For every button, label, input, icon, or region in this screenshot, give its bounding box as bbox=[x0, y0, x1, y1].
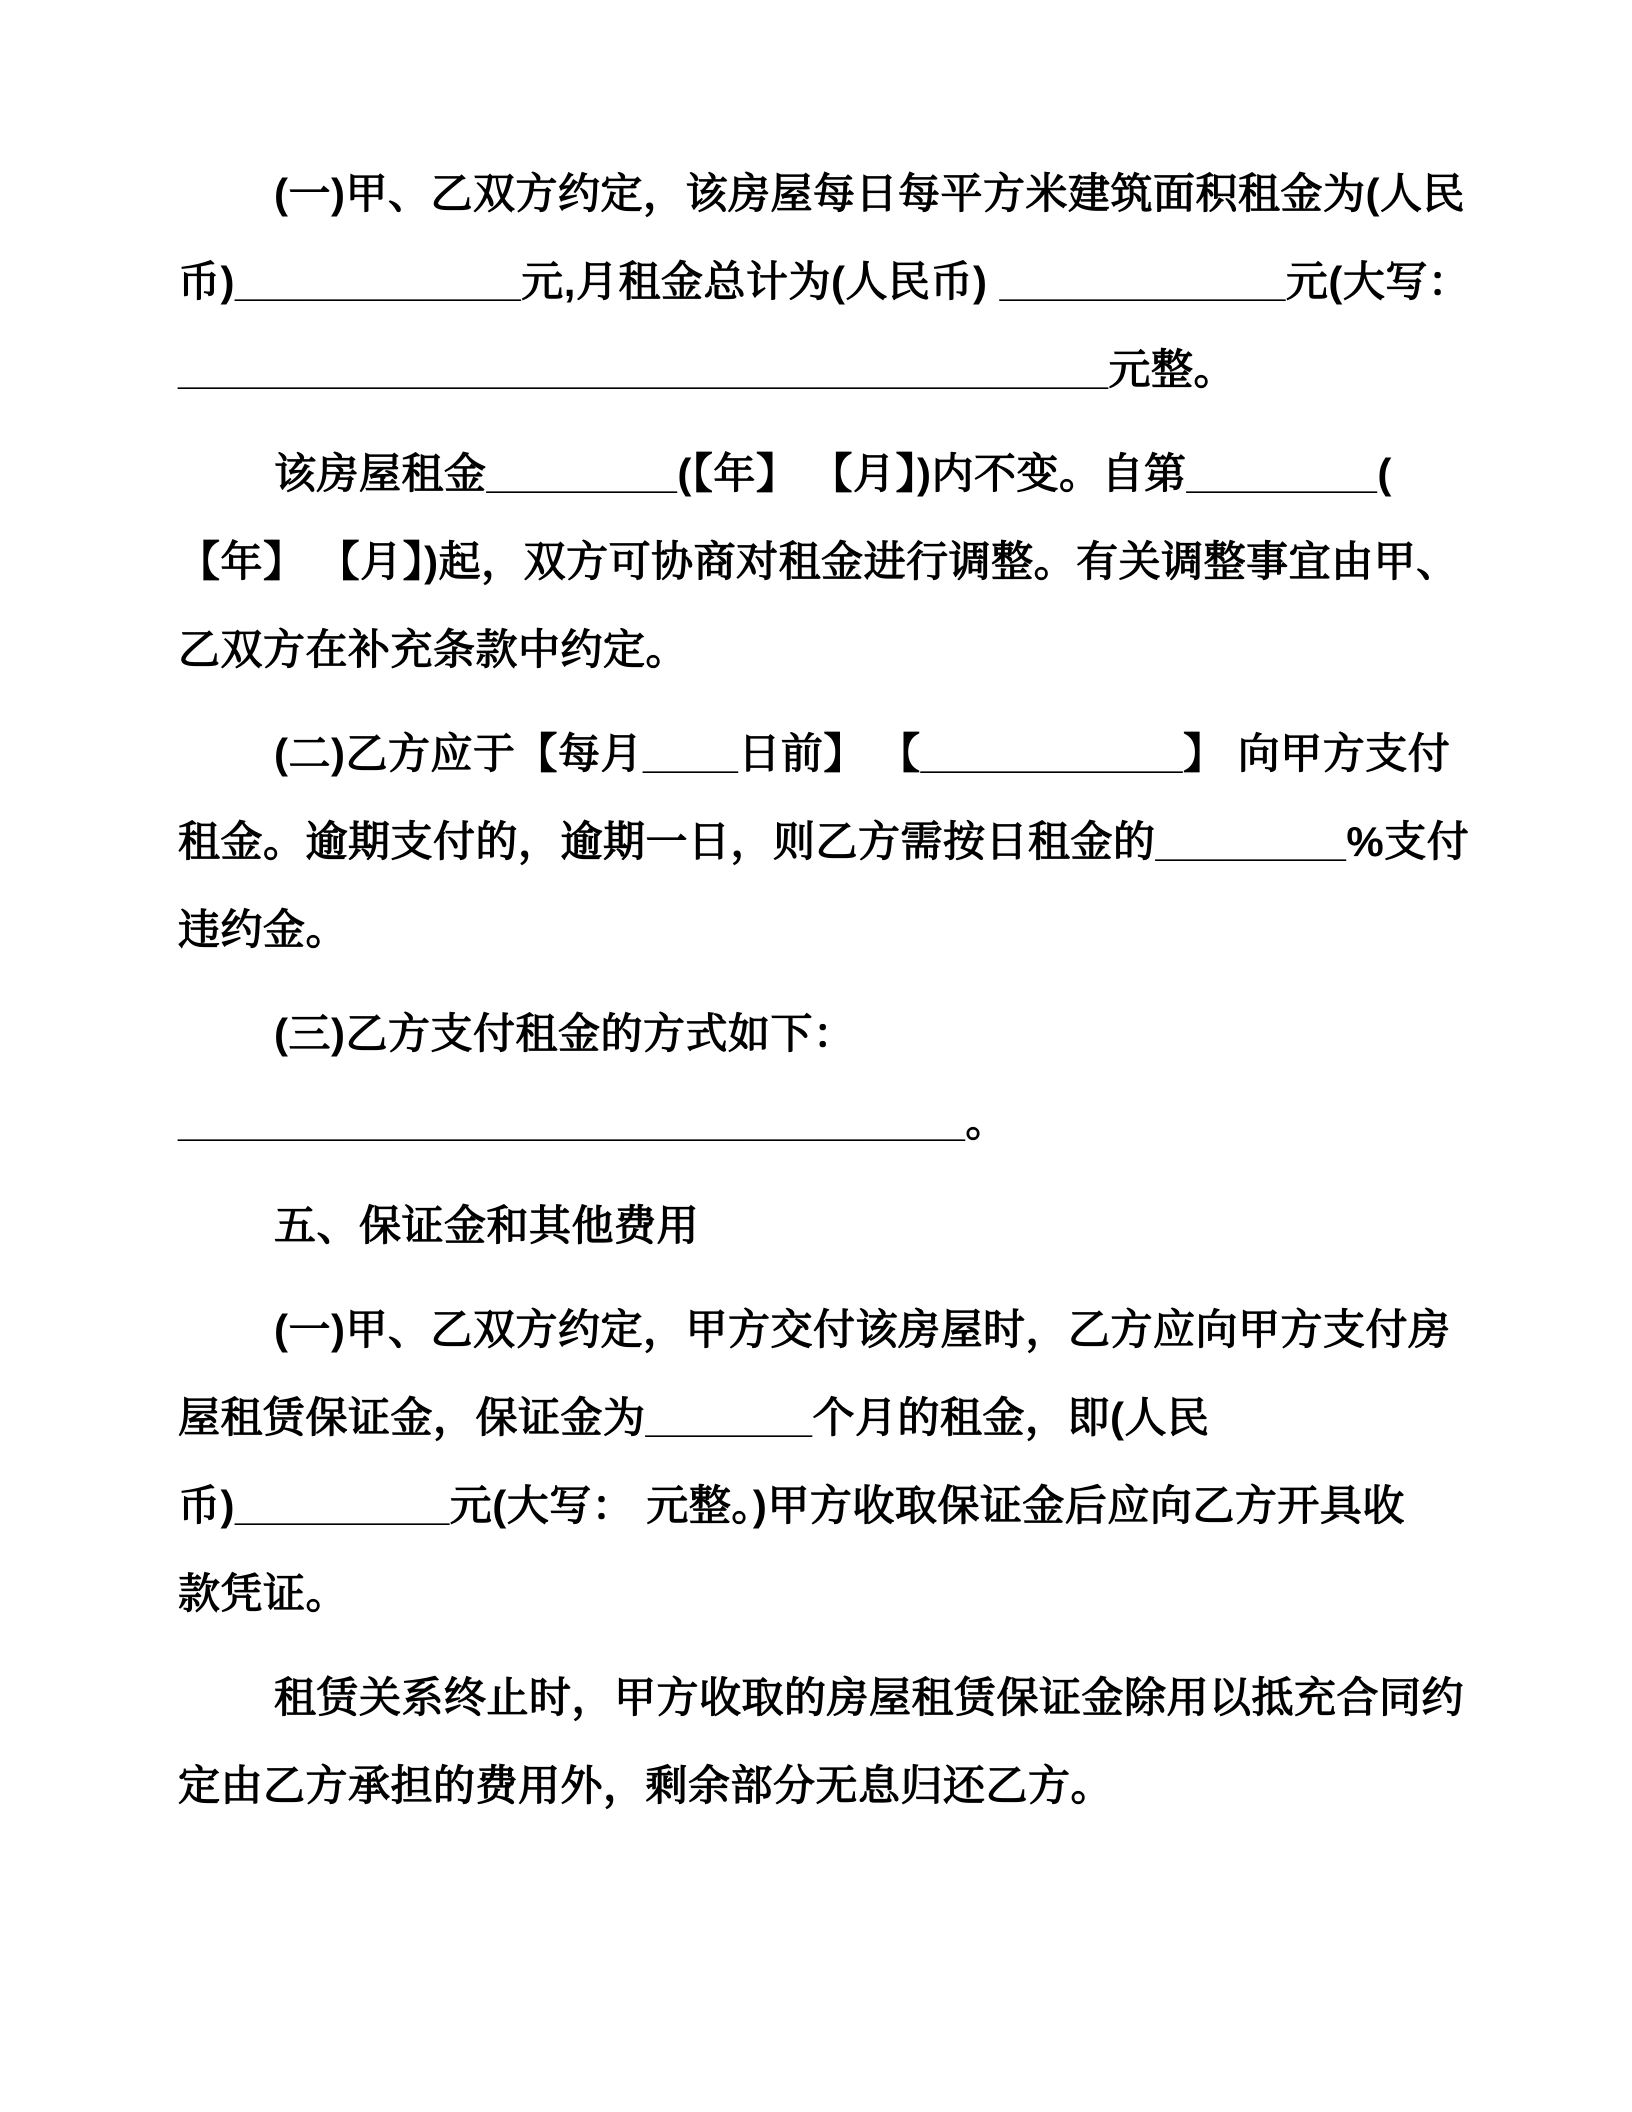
line-late-payment-penalty: 租金。逾期支付的，逾期一日，则乙方需按日租金的________%支付 bbox=[178, 818, 1470, 865]
line-deposit-refund-tail: 定由乙方承担的费用外，剩余部分无息归还乙方。 bbox=[178, 1762, 1114, 1809]
paragraph-rent-standard bbox=[178, 150, 1472, 414]
line-deposit-months: 屋租赁保证金，保证金为_______个月的租金，即(人民 bbox=[178, 1394, 1210, 1441]
line-deposit-amount-receipt: 币)_________元(大写： 元整。)甲方收取保证金后应向乙方开具收 bbox=[178, 1482, 1405, 1529]
paragraph-deposit-payment bbox=[178, 1286, 1472, 1638]
line-rent-amount-in-words-blank: _______________________________________元整。 bbox=[178, 346, 1236, 393]
paragraph-deposit-refund bbox=[178, 1654, 1472, 1830]
section-heading-deposit: 五、保证金和其他费用 bbox=[274, 1202, 700, 1249]
line-rent-fixed-period: 该房屋租金________(【年】 【月】)内不变。自第________( bbox=[274, 450, 1392, 497]
line-supplementary-terms: 乙双方在补充条款中约定。 bbox=[178, 626, 689, 673]
line-payment-method-label: (三)乙方支付租金的方式如下： bbox=[274, 1010, 856, 1057]
line-rent-per-sqm: (一)甲、乙双方约定，该房屋每日每平方米建筑面积租金为(人民 bbox=[274, 170, 1465, 217]
line-deposit-refund-terms: 租赁关系终止时，甲方收取的房屋租赁保证金除用以抵充合同约 bbox=[274, 1674, 1465, 1721]
paragraph-payment-method bbox=[178, 990, 1472, 1166]
line-penalty-tail: 违约金。 bbox=[178, 906, 349, 953]
line-payment-due-date: (二)乙方应于【每月____日前】 【___________】 向甲方支付 bbox=[274, 730, 1451, 777]
line-payment-method-blank: _________________________________。 bbox=[178, 1098, 1008, 1145]
line-deposit-obligation: (一)甲、乙双方约定，甲方交付该房屋时，乙方应向甲方支付房 bbox=[274, 1306, 1451, 1353]
paragraph-deposit-heading bbox=[178, 1182, 1472, 1270]
line-rent-adjustment-negotiation: 【年】 【月】)起，双方可协商对租金进行调整。有关调整事宜由甲、 bbox=[178, 538, 1459, 585]
paragraph-rent-adjustment bbox=[178, 430, 1472, 694]
line-monthly-rent-total: 币)____________元,月租金总计为(人民币) ____________元(大写： bbox=[178, 258, 1471, 305]
paragraph-payment-deadline bbox=[178, 710, 1472, 974]
line-receipt-tail: 款凭证。 bbox=[178, 1570, 349, 1617]
